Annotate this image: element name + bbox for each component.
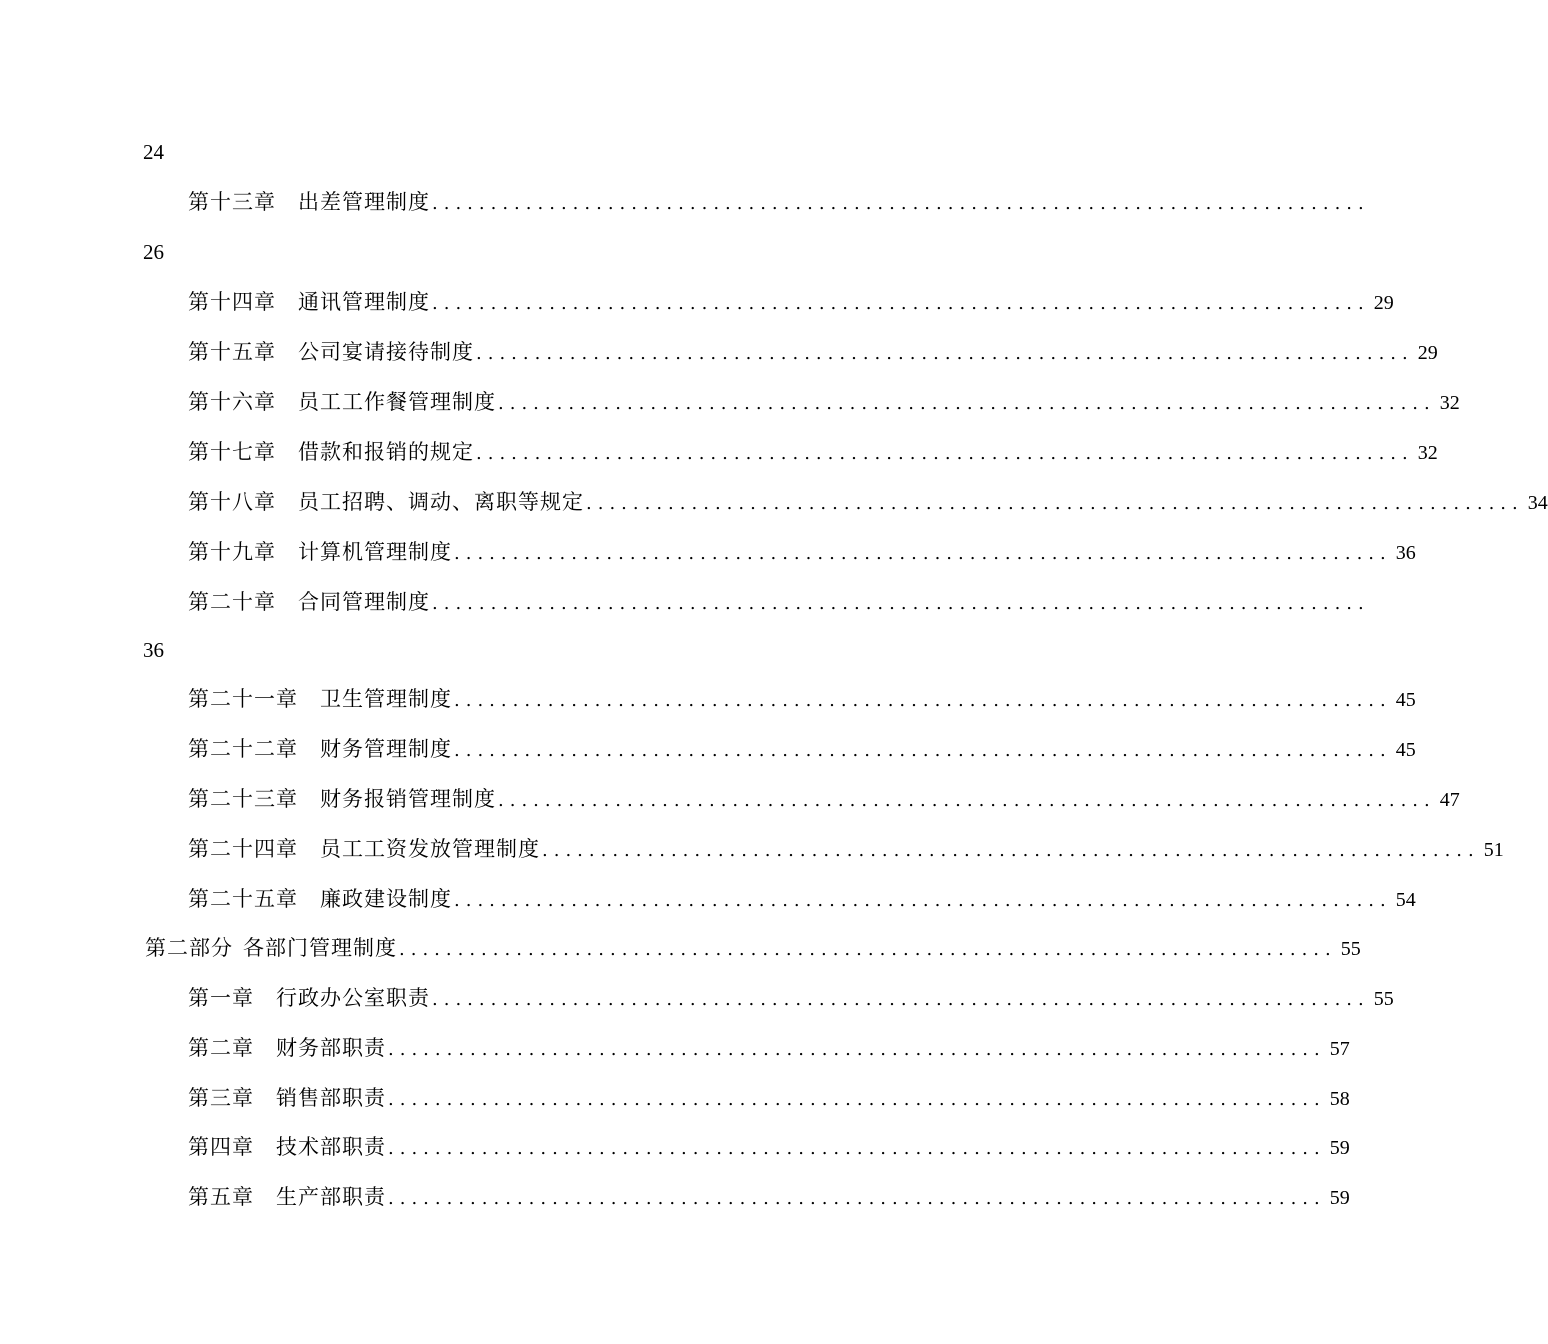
toc-chapter-title: 员工招聘、调动、离职等规定 [298,490,584,514]
toc-leader-dots: ................................................................................ [454,543,1392,564]
toc-chapter-title: 员工工资发放管理制度 [320,837,540,861]
toc-chapter-title: 借款和报销的规定 [298,440,474,464]
toc-leader-dots: ................................................................................ [498,393,1436,414]
toc-page-number: 47 [1439,789,1460,811]
toc-chapter-title: 员工工作餐管理制度 [298,390,496,414]
toc-page-number: 32 [1417,442,1438,464]
toc-entry[interactable] [188,587,1370,617]
toc-leader-dots: ................................................................................ [388,1188,1326,1209]
toc-page-number: 29 [1417,342,1438,364]
toc-page-number: 55 [1340,938,1361,960]
toc-entry[interactable] [188,1182,1350,1212]
toc-leader-dots: ................................................................................ [399,939,1337,960]
toc-part-label: 第二部分 [145,936,233,960]
toc-entry[interactable] [188,537,1416,567]
toc-leader-dots: ................................................................................ [498,790,1436,811]
toc-leader-dots: ................................................................................ [542,840,1480,861]
toc-entry[interactable] [188,337,1438,367]
toc-leader-dots: ................................................................................ [432,593,1370,614]
toc-chapter-label: 第二十四章 [188,837,298,861]
toc-chapter-label: 第十七章 [188,440,276,464]
toc-entry[interactable] [188,983,1394,1013]
toc-leader-dots: ................................................................................ [476,443,1414,464]
toc-page-number: 54 [1395,889,1416,911]
toc-leader-dots: ................................................................................ [454,690,1392,711]
toc-chapter-title: 合同管理制度 [298,590,430,614]
toc-leader-dots: ................................................................................ [388,1138,1326,1159]
toc-page-number: 34 [1527,492,1548,514]
toc-entry[interactable] [188,884,1416,914]
toc-page-number: 58 [1329,1088,1350,1110]
toc-leader-dots: ................................................................................ [454,890,1392,911]
toc-chapter-label: 第十四章 [188,290,276,314]
toc-page-number: 57 [1329,1038,1350,1060]
toc-chapter-title: 财务报销管理制度 [320,787,496,811]
toc-entry[interactable] [188,1083,1350,1113]
toc-leader-dots: ................................................................................ [476,343,1414,364]
toc-page-number: 29 [1373,292,1394,314]
toc-entry[interactable] [188,187,1370,217]
toc-entry[interactable] [188,784,1460,814]
toc-chapter-label: 第十六章 [188,390,276,414]
toc-chapter-title: 销售部职责 [276,1086,386,1110]
toc-chapter-title: 财务部职责 [276,1036,386,1060]
toc-entry[interactable] [188,734,1416,764]
toc-entry[interactable] [188,387,1460,417]
toc-entry[interactable] [188,437,1438,467]
toc-leader-dots: ................................................................................ [432,989,1370,1010]
toc-chapter-title: 生产部职责 [276,1185,386,1209]
toc-entry[interactable] [188,287,1394,317]
toc-chapter-label: 第二十三章 [188,787,298,811]
toc-chapter-title: 通讯管理制度 [298,290,430,314]
toc-page-number: 45 [1395,689,1416,711]
toc-entry[interactable] [188,834,1504,864]
toc-chapter-title: 出差管理制度 [298,190,430,214]
toc-page-number: 59 [1329,1137,1350,1159]
toc-leader-dots: ................................................................................ [388,1089,1326,1110]
toc-chapter-title: 行政办公室职责 [276,986,430,1010]
toc-page-number: 32 [1439,392,1460,414]
toc-chapter-title: 技术部职责 [276,1135,386,1159]
toc-leader-dots: ................................................................................ [432,293,1370,314]
toc-chapter-title: 廉政建设制度 [320,887,452,911]
toc-page-number-line: 24 [143,140,164,164]
toc-leader-dots: ................................................................................ [586,493,1524,514]
toc-chapter-label: 第四章 [188,1135,254,1159]
toc-chapter-label: 第三章 [188,1086,254,1110]
toc-page-number: 59 [1329,1187,1350,1209]
toc-chapter-label: 第十九章 [188,540,276,564]
toc-page-number: 51 [1483,839,1504,861]
toc-chapter-label: 第十八章 [188,490,276,514]
toc-chapter-title: 财务管理制度 [320,737,452,761]
toc-entry[interactable] [188,684,1416,714]
toc-entry[interactable] [188,487,1548,517]
toc-leader-dots: ................................................................................ [432,193,1370,214]
toc-leader-dots: ................................................................................ [388,1039,1326,1060]
toc-chapter-title: 卫生管理制度 [320,687,452,711]
toc-page-number-line: 26 [143,240,164,264]
toc-chapter-label: 第二十二章 [188,737,298,761]
toc-page-number: 55 [1373,988,1394,1010]
toc-page-number-line: 36 [143,638,164,662]
toc-chapter-label: 第十五章 [188,340,276,364]
toc-chapter-label: 第一章 [188,986,254,1010]
toc-page-number: 45 [1395,739,1416,761]
toc-page-number: 36 [1395,542,1416,564]
toc-chapter-label: 第二章 [188,1036,254,1060]
toc-chapter-title: 公司宴请接待制度 [298,340,474,364]
toc-chapter-title: 计算机管理制度 [298,540,452,564]
toc-chapter-label: 第二十一章 [188,687,298,711]
toc-part-entry[interactable] [145,933,1361,963]
toc-entry[interactable] [188,1033,1350,1063]
toc-chapter-label: 第五章 [188,1185,254,1209]
toc-chapter-label: 第二十章 [188,590,276,614]
toc-leader-dots: ................................................................................ [454,740,1392,761]
toc-chapter-label: 第十三章 [188,190,276,214]
toc-chapter-label: 第二十五章 [188,887,298,911]
toc-entry[interactable] [188,1132,1350,1162]
toc-part-title: 各部门管理制度 [243,936,397,960]
